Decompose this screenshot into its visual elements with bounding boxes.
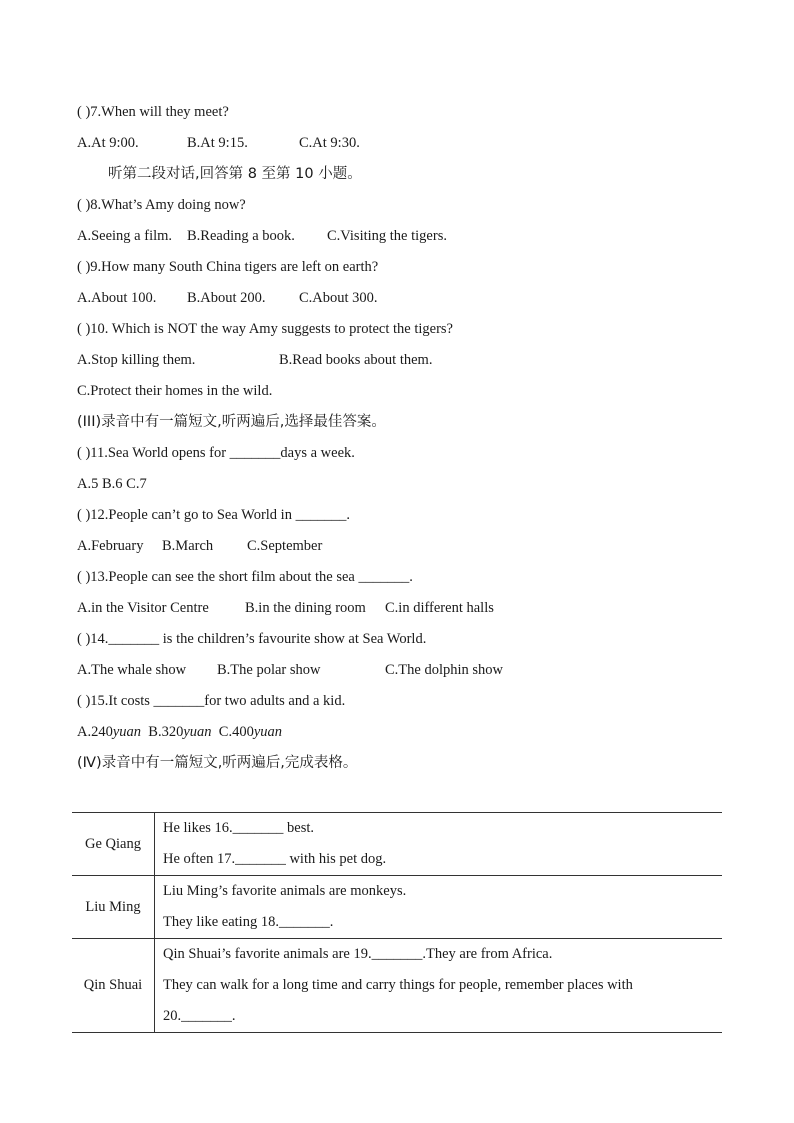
question-stem: ( )13.People can see the short film about the sea _______. [77, 569, 413, 585]
option-c: C.About 300. [299, 290, 378, 306]
row-line: 20._______. [163, 1008, 236, 1024]
section-3-instruction: (III)录音中有一篇短文,听两遍后,选择最佳答案。 [77, 414, 386, 430]
row-line: Qin Shuai’s favorite animals are 19._______.They are from Africa. [163, 946, 553, 962]
option-b: B.About 200. [187, 290, 266, 306]
question-stem: ( )8.What’s Amy doing now? [77, 197, 246, 213]
option-b: B.Read books about them. [279, 352, 433, 368]
question-11-options [77, 469, 722, 500]
answer-table [72, 812, 722, 1033]
question-13 [77, 562, 722, 593]
options: A.5 B.6 C.7 [77, 476, 147, 492]
question-12-options [77, 531, 722, 562]
row-line: He often 17._______ with his pet dog. [163, 851, 387, 867]
option-b: B.320yuan [148, 724, 212, 740]
question-14 [77, 624, 722, 655]
question-13-options [77, 593, 722, 624]
row-name: Liu Ming [72, 876, 155, 939]
option-a: A.February [77, 538, 144, 554]
row-line: They like eating 18._______. [163, 914, 334, 930]
option-c: C.Protect their homes in the wild. [77, 383, 273, 399]
question-8-options [77, 221, 722, 252]
question-stem: ( )10. Which is NOT the way Amy suggests to protect the tigers? [77, 321, 453, 337]
option-c: C.Visiting the tigers. [327, 228, 447, 244]
option-a: A.About 100. [77, 290, 157, 306]
question-stem: ( )15.It costs _______for two adults and a kid. [77, 693, 346, 709]
question-11 [77, 438, 722, 469]
table-row [72, 939, 722, 1033]
question-15 [77, 686, 722, 717]
option-a: A.in the Visitor Centre [77, 600, 209, 616]
question-10-option-c [77, 376, 722, 407]
row-content [155, 876, 723, 939]
section-2-instruction: 听第二段对话,回答第 8 至第 10 小题。 [108, 166, 362, 182]
question-10 [77, 314, 722, 345]
table-row [72, 813, 722, 876]
row-name: Ge Qiang [72, 813, 155, 876]
option-a: A.At 9:00. [77, 135, 139, 151]
option-a: A.Seeing a film. [77, 228, 173, 244]
question-12 [77, 500, 722, 531]
option-c: C.in different halls [385, 600, 494, 616]
option-c: C.The dolphin show [385, 662, 504, 678]
row-name: Qin Shuai [72, 939, 155, 1033]
question-8 [77, 190, 722, 221]
question-stem: ( )7.When will they meet? [77, 104, 229, 120]
option-b: B.At 9:15. [187, 135, 248, 151]
option-c: C.September [247, 538, 323, 554]
question-9-options [77, 283, 722, 314]
question-stem: ( )14._______ is the children’s favourite show at Sea World. [77, 631, 427, 647]
question-stem: ( )11.Sea World opens for _______days a week. [77, 445, 355, 461]
exam-page [77, 97, 722, 779]
question-7-options [77, 128, 722, 159]
row-line: Liu Ming’s favorite animals are monkeys. [163, 883, 407, 899]
section-4-instruction: (Ⅳ)录音中有一篇短文,听两遍后,完成表格。 [77, 755, 358, 771]
option-b: B.March [162, 538, 214, 554]
question-10-options [77, 345, 722, 376]
question-14-options [77, 655, 722, 686]
question-stem: ( )9.How many South China tigers are left on earth? [77, 259, 379, 275]
question-7 [77, 97, 722, 128]
option-b: B.in the dining room [245, 600, 366, 616]
option-c: C.400yuan [218, 724, 283, 740]
option-a: A.240yuan [77, 724, 142, 740]
question-15-options [77, 717, 722, 748]
row-content [155, 939, 723, 1033]
question-9 [77, 252, 722, 283]
option-b: B.The polar show [217, 662, 321, 678]
question-stem: ( )12.People can’t go to Sea World in _______. [77, 507, 350, 523]
row-line: He likes 16._______ best. [163, 820, 315, 836]
table-row [72, 876, 722, 939]
option-a: A.The whale show [77, 662, 187, 678]
row-line: They can walk for a long time and carry things for people, remember places with [163, 977, 633, 993]
option-c: C.At 9:30. [299, 135, 360, 151]
option-b: B.Reading a book. [187, 228, 295, 244]
row-content [155, 813, 723, 876]
option-a: A.Stop killing them. [77, 352, 196, 368]
